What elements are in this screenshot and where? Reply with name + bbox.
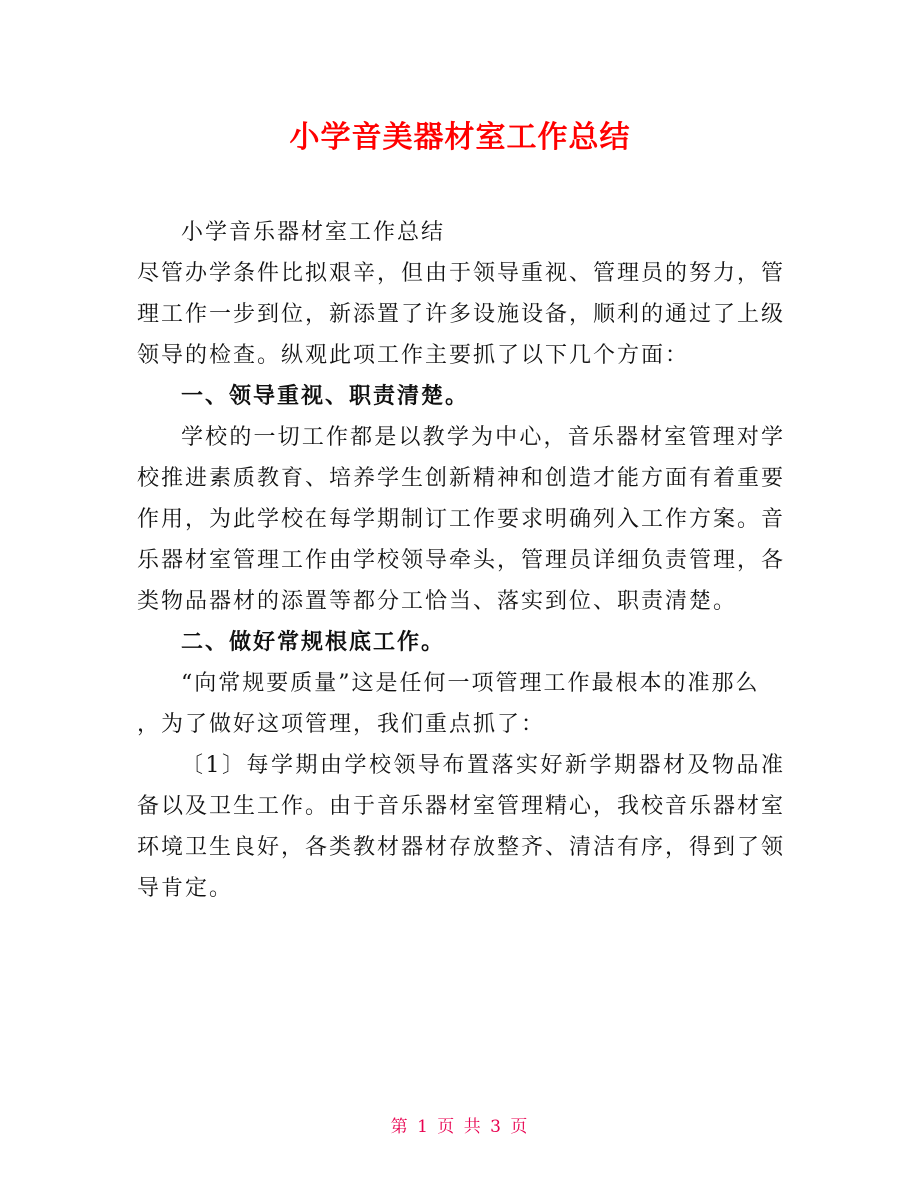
intro-paragraph: 尽管办学条件比拟艰辛，但由于领导重视、管理员的努力，管理工作一步到位，新添置了许多设施设备，顺利的通过了上级领导的检查。纵观此项工作主要抓了以下几个方面：: [137, 261, 786, 368]
section-2-line-1: “向常规要质量”这是任何一项管理工作最根本的准那么: [181, 671, 760, 696]
subtitle: 小学音乐器材室工作总结: [181, 220, 446, 245]
section-1-paragraph: 学校的一切工作都是以教学为中心，音乐器材室管理对学校推进素质教育、培养学生创新精神和创造才能方面有着重要作用，为此学校在每学期制订工作要求明确列入工作方案。音乐器材室管理工作由学校领导牵头，管理员详细负责管理，各类物品器材的添置等都分工恰当、落实到位、职责清楚。: [137, 425, 786, 614]
section-1-heading: 一、领导重视、职责清楚。: [181, 383, 470, 409]
document-body: [137, 212, 785, 909]
section-2-heading: 二、做好常规根底工作。: [181, 629, 446, 655]
page-number: 第 1 页 共 3 页: [390, 1117, 530, 1137]
item-1-paragraph: 〔1〕每学期由学校领导布置落实好新学期器材及物品准备以及卫生工作。由于音乐器材室管理精心，我校音乐器材室环境卫生良好，各类教材器材存放整齐、清洁有序，得到了领导肯定。: [137, 753, 786, 901]
document-title: 小学音美器材室工作总结: [289, 120, 631, 155]
section-2-line-2: ，为了做好这项管理，我们重点抓了：: [137, 712, 546, 737]
